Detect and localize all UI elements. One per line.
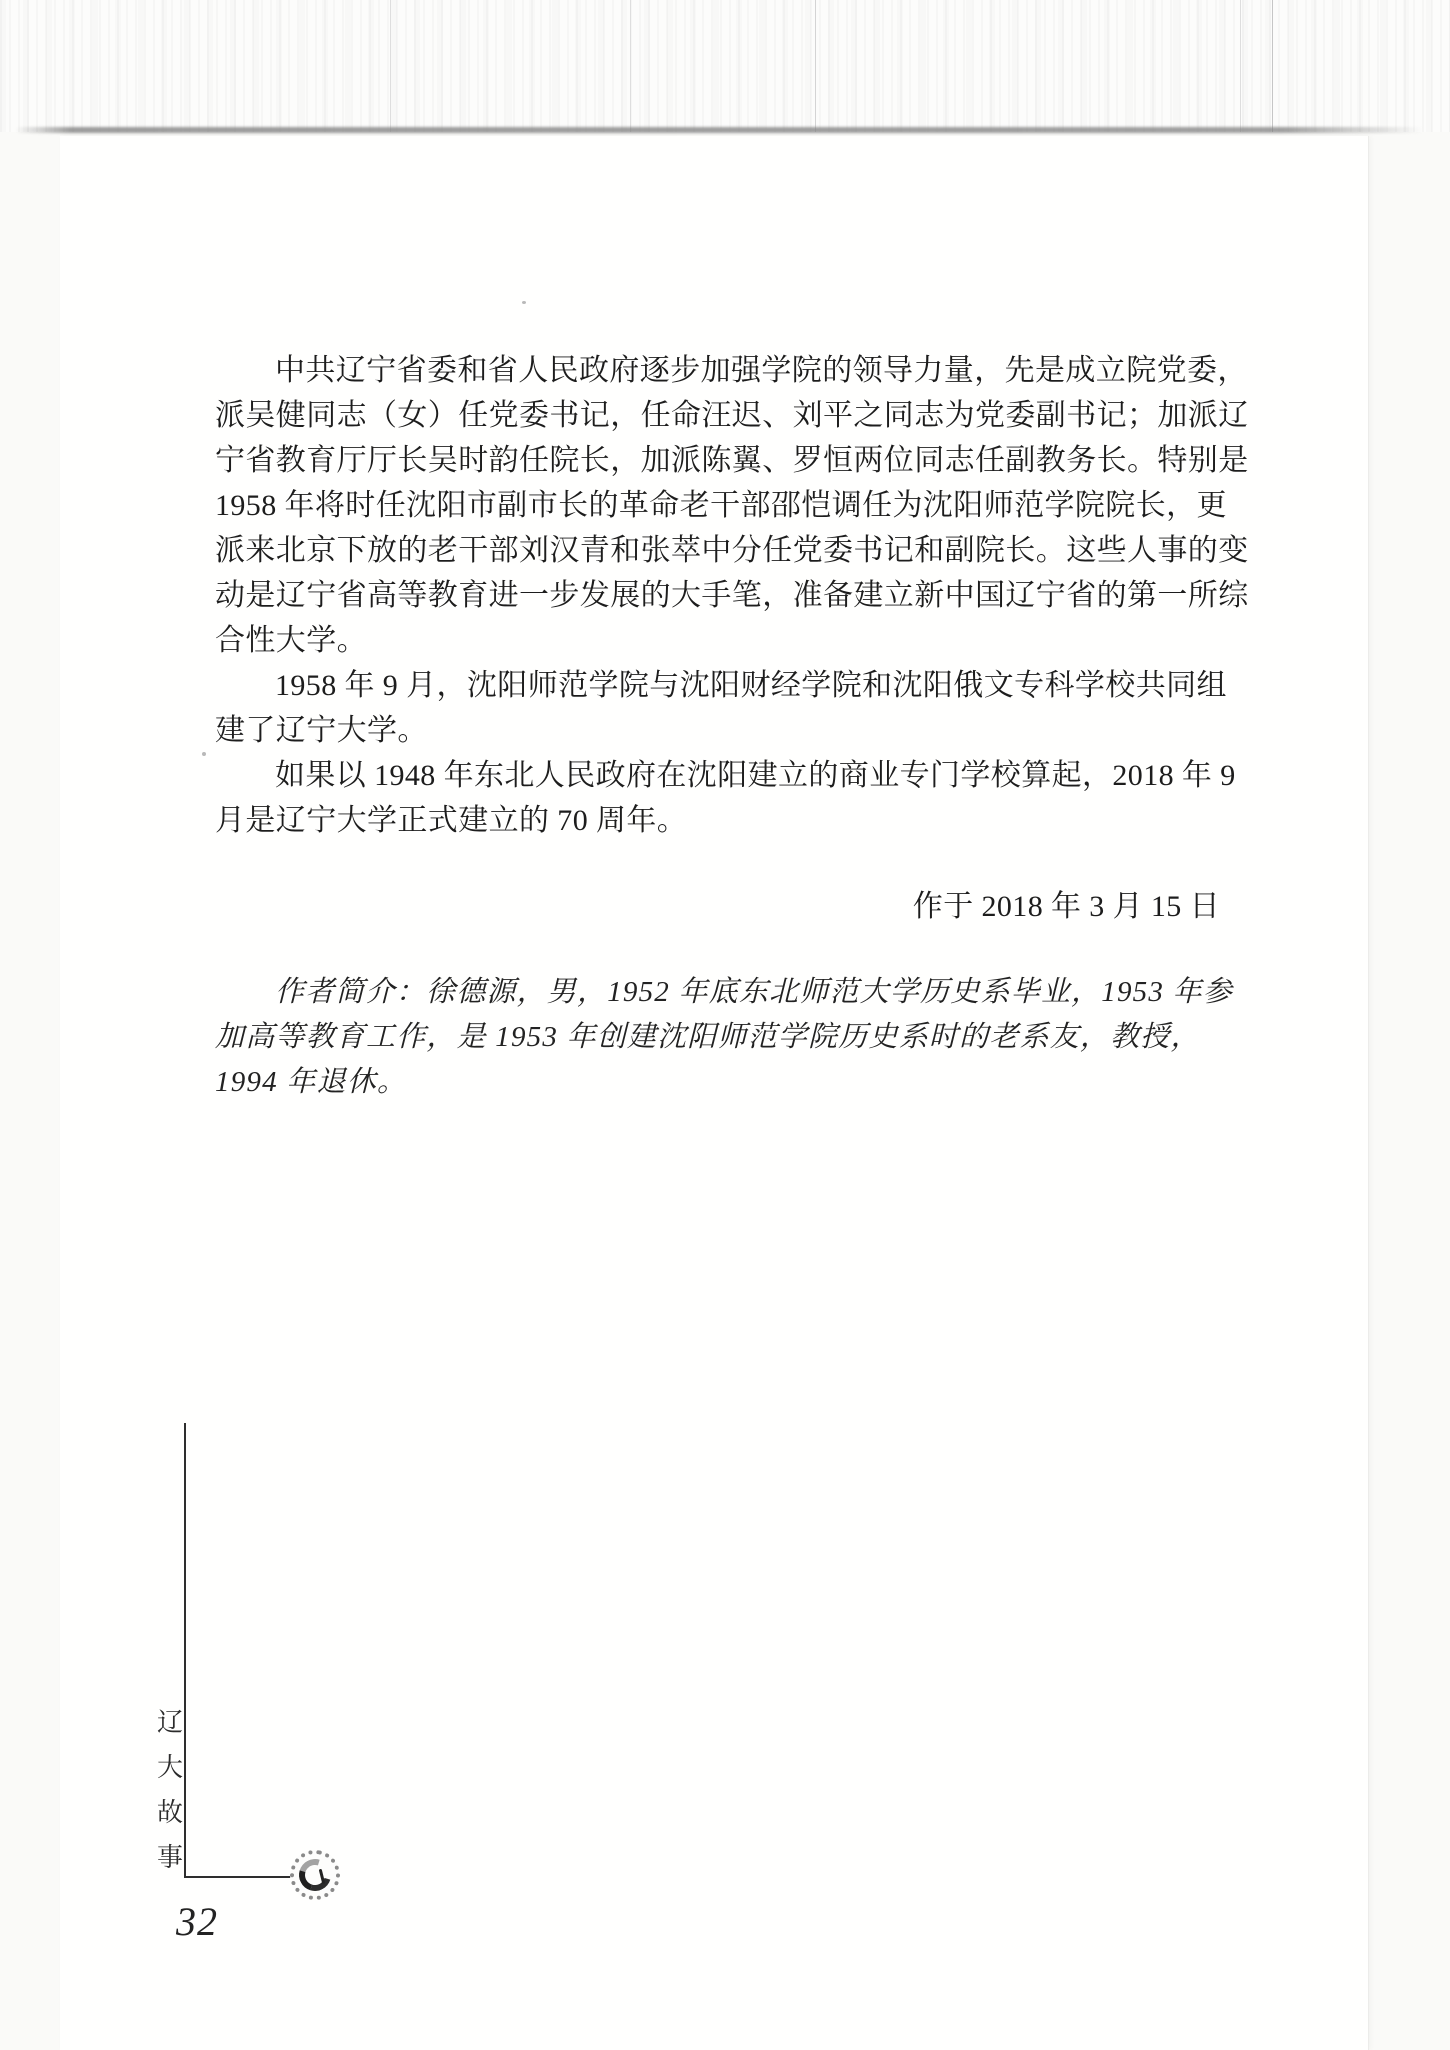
series-title-char: 事	[156, 1843, 183, 1872]
series-title-char: 故	[156, 1798, 183, 1827]
paragraph-line: 月是辽宁大学正式建立的 70 周年。	[215, 804, 688, 837]
corner-rule-horizontal	[184, 1876, 296, 1878]
author-note	[215, 970, 1250, 1105]
paragraph-line: 中共辽宁省委和省人民政府逐步加强学院的领导力量，先是成立院党委，	[275, 354, 1248, 387]
author-line: 作者简介：徐德源，男，1952 年底东北师范大学历史系毕业，1953 年参	[275, 976, 1233, 1008]
paragraph-line: 建了辽宁大学。	[215, 714, 428, 747]
paragraph-line: 1958 年 9 月，沈阳师范学院与沈阳财经学院和沈阳俄文专科学校共同组	[275, 669, 1227, 702]
paragraph-line: 派来北京下放的老干部刘汉青和张萃中分任党委书记和副院长。这些人事的变	[215, 534, 1249, 567]
scan-speck	[202, 752, 206, 756]
paragraph-line: 派吴健同志（女）任党委书记，任命汪迟、刘平之同志为党委副书记；加派辽	[215, 399, 1249, 432]
dateline: 作于 2018 年 3 月 15 日	[912, 890, 1220, 923]
paragraph-line: 如果以 1948 年东北人民政府在沈阳建立的商业专门学校算起，2018 年 9	[275, 759, 1236, 792]
scan-streak-line	[815, 0, 816, 132]
page-number: 32	[176, 1899, 218, 1944]
paragraph-line: 宁省教育厅厅长吴时韵任院长，加派陈翼、罗恒两位同志任副教务长。特别是	[215, 444, 1249, 477]
scan-streak-line	[390, 0, 391, 132]
seal-crescent	[293, 1853, 336, 1896]
author-line: 加高等教育工作，是 1953 年创建沈阳师范学院历史系时的老系友，教授，	[215, 1021, 1201, 1053]
paragraph-line: 合性大学。	[215, 624, 367, 657]
series-title-vertical	[154, 1700, 186, 1880]
scan-streak-line	[1272, 0, 1273, 132]
scan-streak-line	[1240, 0, 1241, 132]
scan-smudge-line	[15, 127, 1423, 133]
paragraph-line: 1958 年将时任沈阳市副市长的革命老干部邵恺调任为沈阳师范学院院长，更	[215, 489, 1227, 522]
scan-streaks-band	[0, 0, 1450, 132]
author-line: 1994 年退休。	[215, 1066, 408, 1098]
series-title-char: 辽	[156, 1708, 183, 1737]
article-body	[215, 348, 1250, 843]
scan-speck	[522, 301, 526, 304]
series-title-char: 大	[156, 1753, 183, 1782]
seal-tick	[319, 1869, 326, 1884]
scan-streak-line	[630, 0, 631, 132]
paragraph-line: 动是辽宁省高等教育进一步发展的大手笔，准备建立新中国辽宁省的第一所综	[215, 579, 1249, 612]
